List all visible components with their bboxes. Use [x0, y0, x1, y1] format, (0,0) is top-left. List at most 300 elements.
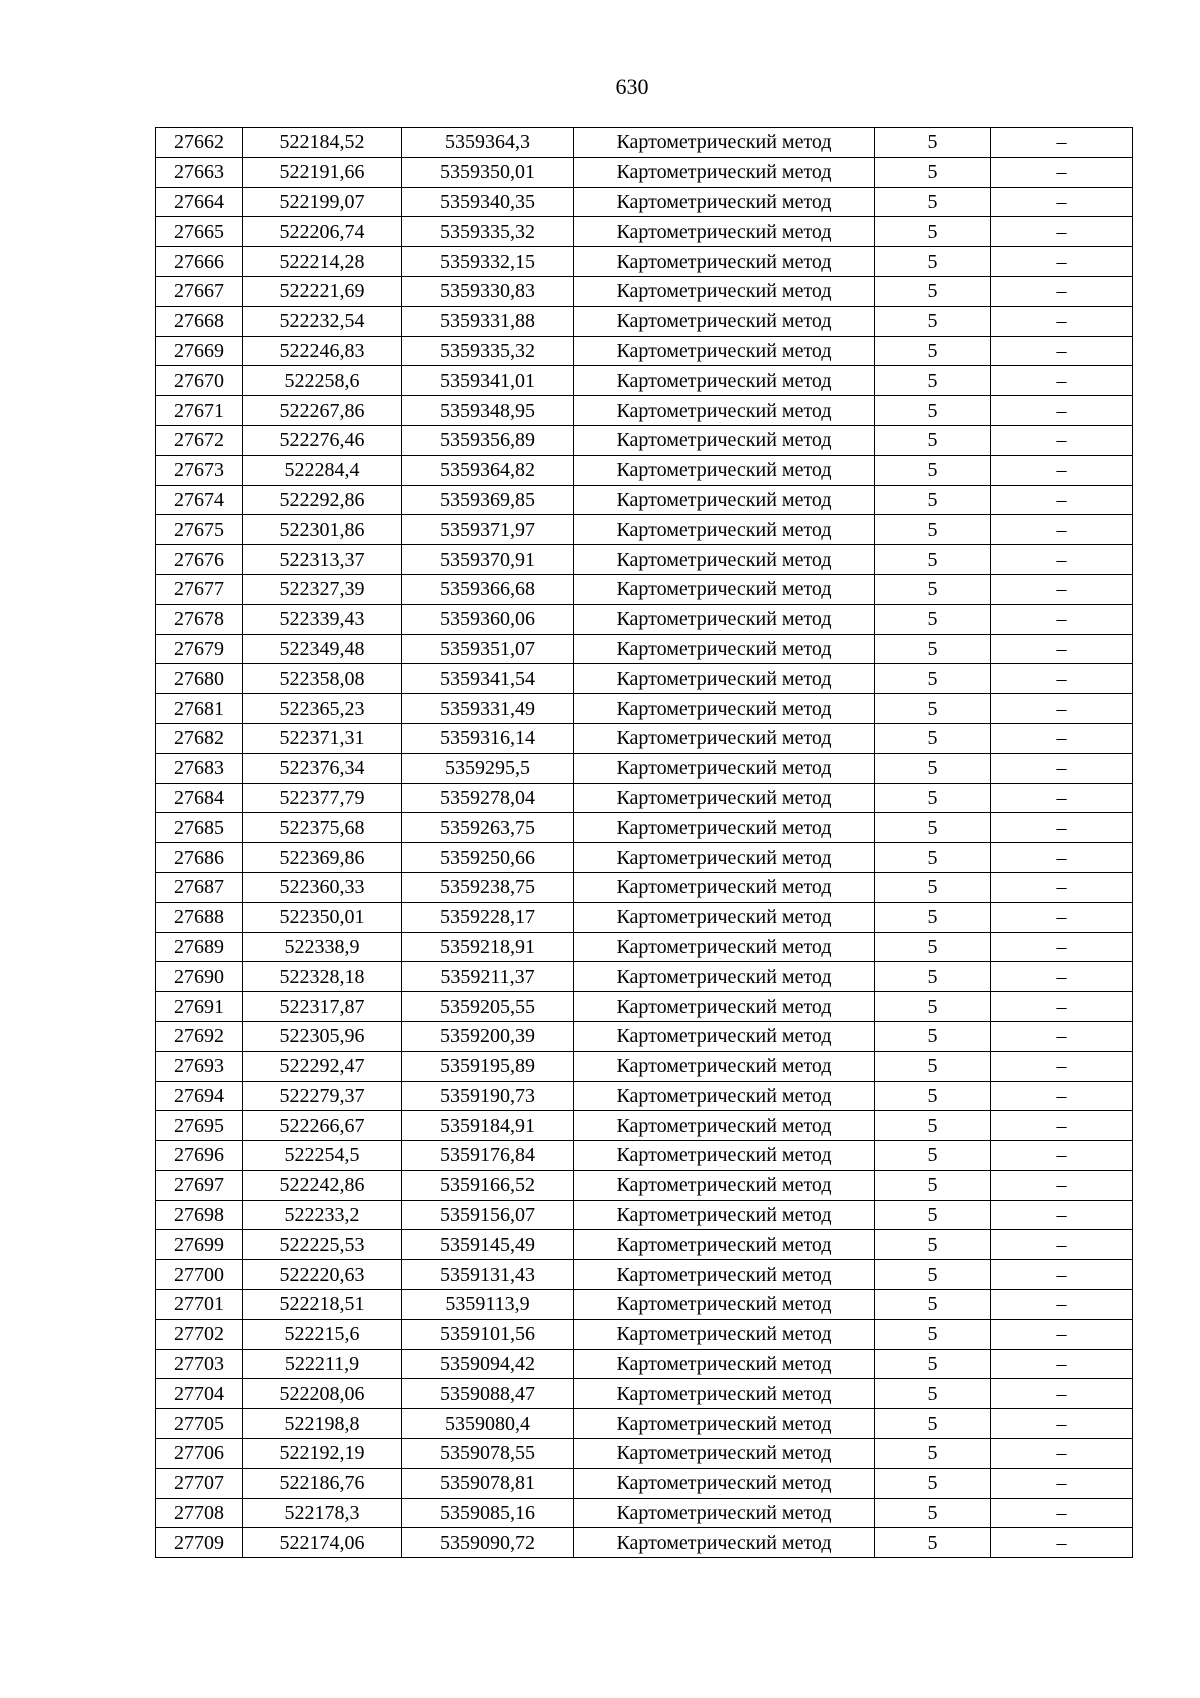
table-row [156, 1439, 1133, 1469]
accuracy-cell: 5 [875, 783, 991, 813]
description-cell: – [991, 455, 1133, 485]
method-cell: Картометрический метод [574, 992, 875, 1022]
method-cell: Картометрический метод [574, 157, 875, 187]
accuracy-cell: 5 [875, 1349, 991, 1379]
description-cell: – [991, 485, 1133, 515]
y-coordinate-cell: 5359200,39 [402, 1021, 574, 1051]
accuracy-cell: 5 [875, 932, 991, 962]
x-coordinate-cell: 522377,79 [243, 783, 402, 813]
accuracy-cell: 5 [875, 1379, 991, 1409]
method-cell: Картометрический метод [574, 932, 875, 962]
x-coordinate-cell: 522339,43 [243, 604, 402, 634]
x-coordinate-cell: 522232,54 [243, 306, 402, 336]
table-row [156, 515, 1133, 545]
point-number-cell: 27703 [156, 1349, 243, 1379]
method-cell: Картометрический метод [574, 694, 875, 724]
y-coordinate-cell: 5359341,54 [402, 664, 574, 694]
method-cell: Картометрический метод [574, 634, 875, 664]
table-row [156, 753, 1133, 783]
point-number-cell: 27691 [156, 992, 243, 1022]
method-cell: Картометрический метод [574, 187, 875, 217]
method-cell: Картометрический метод [574, 813, 875, 843]
x-coordinate-cell: 522328,18 [243, 962, 402, 992]
table-row [156, 932, 1133, 962]
coordinates-table [155, 127, 1133, 1558]
accuracy-cell: 5 [875, 217, 991, 247]
table-row [156, 485, 1133, 515]
table-row [156, 1319, 1133, 1349]
y-coordinate-cell: 5359184,91 [402, 1111, 574, 1141]
method-cell: Картометрический метод [574, 545, 875, 575]
description-cell: – [991, 634, 1133, 664]
y-coordinate-cell: 5359348,95 [402, 396, 574, 426]
y-coordinate-cell: 5359369,85 [402, 485, 574, 515]
method-cell: Картометрический метод [574, 1021, 875, 1051]
y-coordinate-cell: 5359263,75 [402, 813, 574, 843]
accuracy-cell: 5 [875, 813, 991, 843]
x-coordinate-cell: 522174,06 [243, 1528, 402, 1558]
table-row [156, 664, 1133, 694]
table-row [156, 1290, 1133, 1320]
point-number-cell: 27673 [156, 455, 243, 485]
point-number-cell: 27682 [156, 723, 243, 753]
point-number-cell: 27704 [156, 1379, 243, 1409]
accuracy-cell: 5 [875, 455, 991, 485]
point-number-cell: 27672 [156, 425, 243, 455]
table-row [156, 306, 1133, 336]
x-coordinate-cell: 522242,86 [243, 1170, 402, 1200]
accuracy-cell: 5 [875, 1290, 991, 1320]
point-number-cell: 27705 [156, 1409, 243, 1439]
point-number-cell: 27679 [156, 634, 243, 664]
description-cell: – [991, 515, 1133, 545]
accuracy-cell: 5 [875, 1081, 991, 1111]
description-cell: – [991, 128, 1133, 158]
point-number-cell: 27684 [156, 783, 243, 813]
method-cell: Картометрический метод [574, 425, 875, 455]
accuracy-cell: 5 [875, 1468, 991, 1498]
method-cell: Картометрический метод [574, 1468, 875, 1498]
point-number-cell: 27700 [156, 1260, 243, 1290]
accuracy-cell: 5 [875, 485, 991, 515]
y-coordinate-cell: 5359166,52 [402, 1170, 574, 1200]
table-row [156, 1409, 1133, 1439]
accuracy-cell: 5 [875, 247, 991, 277]
description-cell: – [991, 843, 1133, 873]
table-row [156, 574, 1133, 604]
point-number-cell: 27669 [156, 336, 243, 366]
x-coordinate-cell: 522350,01 [243, 902, 402, 932]
point-number-cell: 27708 [156, 1498, 243, 1528]
x-coordinate-cell: 522313,37 [243, 545, 402, 575]
method-cell: Картометрический метод [574, 1051, 875, 1081]
x-coordinate-cell: 522199,07 [243, 187, 402, 217]
table-row [156, 694, 1133, 724]
table-row [156, 425, 1133, 455]
method-cell: Картометрический метод [574, 1290, 875, 1320]
point-number-cell: 27667 [156, 276, 243, 306]
accuracy-cell: 5 [875, 306, 991, 336]
table-row [156, 992, 1133, 1022]
description-cell: – [991, 1230, 1133, 1260]
x-coordinate-cell: 522369,86 [243, 843, 402, 873]
description-cell: – [991, 1498, 1133, 1528]
table-row [156, 1468, 1133, 1498]
point-number-cell: 27687 [156, 872, 243, 902]
table-row [156, 962, 1133, 992]
description-cell: – [991, 872, 1133, 902]
y-coordinate-cell: 5359370,91 [402, 545, 574, 575]
table-row [156, 872, 1133, 902]
accuracy-cell: 5 [875, 1111, 991, 1141]
x-coordinate-cell: 522221,69 [243, 276, 402, 306]
point-number-cell: 27678 [156, 604, 243, 634]
description-cell: – [991, 1409, 1133, 1439]
description-cell: – [991, 1349, 1133, 1379]
method-cell: Картометрический метод [574, 1141, 875, 1171]
accuracy-cell: 5 [875, 1319, 991, 1349]
x-coordinate-cell: 522327,39 [243, 574, 402, 604]
y-coordinate-cell: 5359316,14 [402, 723, 574, 753]
description-cell: – [991, 366, 1133, 396]
method-cell: Картометрический метод [574, 1439, 875, 1469]
table-row [156, 1021, 1133, 1051]
point-number-cell: 27686 [156, 843, 243, 873]
x-coordinate-cell: 522365,23 [243, 694, 402, 724]
table-row [156, 455, 1133, 485]
x-coordinate-cell: 522186,76 [243, 1468, 402, 1498]
method-cell: Картометрический метод [574, 723, 875, 753]
table-row [156, 1349, 1133, 1379]
description-cell: – [991, 1051, 1133, 1081]
x-coordinate-cell: 522191,66 [243, 157, 402, 187]
method-cell: Картометрический метод [574, 1379, 875, 1409]
y-coordinate-cell: 5359131,43 [402, 1260, 574, 1290]
table-row [156, 276, 1133, 306]
point-number-cell: 27694 [156, 1081, 243, 1111]
y-coordinate-cell: 5359366,68 [402, 574, 574, 604]
method-cell: Картометрический метод [574, 962, 875, 992]
y-coordinate-cell: 5359211,37 [402, 962, 574, 992]
point-number-cell: 27675 [156, 515, 243, 545]
y-coordinate-cell: 5359195,89 [402, 1051, 574, 1081]
accuracy-cell: 5 [875, 1170, 991, 1200]
x-coordinate-cell: 522279,37 [243, 1081, 402, 1111]
method-cell: Картометрический метод [574, 217, 875, 247]
table-row [156, 1379, 1133, 1409]
point-number-cell: 27697 [156, 1170, 243, 1200]
method-cell: Картометрический метод [574, 396, 875, 426]
table-row [156, 336, 1133, 366]
x-coordinate-cell: 522338,9 [243, 932, 402, 962]
method-cell: Картометрический метод [574, 1498, 875, 1528]
table-row [156, 366, 1133, 396]
point-number-cell: 27688 [156, 902, 243, 932]
description-cell: – [991, 187, 1133, 217]
method-cell: Картометрический метод [574, 783, 875, 813]
point-number-cell: 27663 [156, 157, 243, 187]
page-number: 630 [615, 74, 649, 99]
accuracy-cell: 5 [875, 1141, 991, 1171]
accuracy-cell: 5 [875, 187, 991, 217]
x-coordinate-cell: 522301,86 [243, 515, 402, 545]
point-number-cell: 27706 [156, 1439, 243, 1469]
y-coordinate-cell: 5359340,35 [402, 187, 574, 217]
table-row [156, 723, 1133, 753]
x-coordinate-cell: 522178,3 [243, 1498, 402, 1528]
table-row [156, 634, 1133, 664]
description-cell: – [991, 1468, 1133, 1498]
method-cell: Картометрический метод [574, 515, 875, 545]
y-coordinate-cell: 5359350,01 [402, 157, 574, 187]
point-number-cell: 27699 [156, 1230, 243, 1260]
accuracy-cell: 5 [875, 128, 991, 158]
description-cell: – [991, 1260, 1133, 1290]
description-cell: – [991, 247, 1133, 277]
y-coordinate-cell: 5359331,88 [402, 306, 574, 336]
y-coordinate-cell: 5359078,81 [402, 1468, 574, 1498]
description-cell: – [991, 1200, 1133, 1230]
y-coordinate-cell: 5359250,66 [402, 843, 574, 873]
method-cell: Картометрический метод [574, 843, 875, 873]
method-cell: Картометрический метод [574, 336, 875, 366]
accuracy-cell: 5 [875, 843, 991, 873]
point-number-cell: 27681 [156, 694, 243, 724]
x-coordinate-cell: 522258,6 [243, 366, 402, 396]
x-coordinate-cell: 522215,6 [243, 1319, 402, 1349]
y-coordinate-cell: 5359080,4 [402, 1409, 574, 1439]
description-cell: – [991, 1528, 1133, 1558]
description-cell: – [991, 962, 1133, 992]
x-coordinate-cell: 522233,2 [243, 1200, 402, 1230]
description-cell: – [991, 217, 1133, 247]
x-coordinate-cell: 522276,46 [243, 425, 402, 455]
y-coordinate-cell: 5359335,32 [402, 217, 574, 247]
x-coordinate-cell: 522267,86 [243, 396, 402, 426]
point-number-cell: 27680 [156, 664, 243, 694]
y-coordinate-cell: 5359205,55 [402, 992, 574, 1022]
accuracy-cell: 5 [875, 1439, 991, 1469]
description-cell: – [991, 157, 1133, 187]
point-number-cell: 27674 [156, 485, 243, 515]
accuracy-cell: 5 [875, 902, 991, 932]
point-number-cell: 27668 [156, 306, 243, 336]
accuracy-cell: 5 [875, 1200, 991, 1230]
accuracy-cell: 5 [875, 962, 991, 992]
accuracy-cell: 5 [875, 723, 991, 753]
accuracy-cell: 5 [875, 515, 991, 545]
accuracy-cell: 5 [875, 1051, 991, 1081]
y-coordinate-cell: 5359085,16 [402, 1498, 574, 1528]
y-coordinate-cell: 5359113,9 [402, 1290, 574, 1320]
y-coordinate-cell: 5359364,3 [402, 128, 574, 158]
y-coordinate-cell: 5359190,73 [402, 1081, 574, 1111]
description-cell: – [991, 902, 1133, 932]
y-coordinate-cell: 5359101,56 [402, 1319, 574, 1349]
accuracy-cell: 5 [875, 396, 991, 426]
y-coordinate-cell: 5359330,83 [402, 276, 574, 306]
table-row [156, 1081, 1133, 1111]
table-row [156, 1498, 1133, 1528]
accuracy-cell: 5 [875, 574, 991, 604]
description-cell: – [991, 1141, 1133, 1171]
point-number-cell: 27677 [156, 574, 243, 604]
description-cell: – [991, 425, 1133, 455]
coordinates-table-body [156, 128, 1133, 1558]
description-cell: – [991, 396, 1133, 426]
point-number-cell: 27664 [156, 187, 243, 217]
table-row [156, 1260, 1133, 1290]
y-coordinate-cell: 5359176,84 [402, 1141, 574, 1171]
table-row [156, 1051, 1133, 1081]
method-cell: Картометрический метод [574, 276, 875, 306]
accuracy-cell: 5 [875, 1230, 991, 1260]
x-coordinate-cell: 522206,74 [243, 217, 402, 247]
table-row [156, 157, 1133, 187]
accuracy-cell: 5 [875, 634, 991, 664]
y-coordinate-cell: 5359228,17 [402, 902, 574, 932]
accuracy-cell: 5 [875, 1498, 991, 1528]
point-number-cell: 27683 [156, 753, 243, 783]
x-coordinate-cell: 522192,19 [243, 1439, 402, 1469]
y-coordinate-cell: 5359371,97 [402, 515, 574, 545]
accuracy-cell: 5 [875, 1409, 991, 1439]
y-coordinate-cell: 5359364,82 [402, 455, 574, 485]
accuracy-cell: 5 [875, 366, 991, 396]
method-cell: Картометрический метод [574, 902, 875, 932]
accuracy-cell: 5 [875, 694, 991, 724]
table-row [156, 783, 1133, 813]
x-coordinate-cell: 522254,5 [243, 1141, 402, 1171]
x-coordinate-cell: 522292,47 [243, 1051, 402, 1081]
description-cell: – [991, 1170, 1133, 1200]
table-row [156, 545, 1133, 575]
point-number-cell: 27671 [156, 396, 243, 426]
y-coordinate-cell: 5359145,49 [402, 1230, 574, 1260]
y-coordinate-cell: 5359341,01 [402, 366, 574, 396]
description-cell: – [991, 664, 1133, 694]
description-cell: – [991, 813, 1133, 843]
accuracy-cell: 5 [875, 425, 991, 455]
description-cell: – [991, 1290, 1133, 1320]
method-cell: Картометрический метод [574, 604, 875, 634]
x-coordinate-cell: 522225,53 [243, 1230, 402, 1260]
x-coordinate-cell: 522349,48 [243, 634, 402, 664]
x-coordinate-cell: 522284,4 [243, 455, 402, 485]
table-row [156, 604, 1133, 634]
description-cell: – [991, 1081, 1133, 1111]
x-coordinate-cell: 522211,9 [243, 1349, 402, 1379]
description-cell: – [991, 306, 1133, 336]
table-row [156, 902, 1133, 932]
accuracy-cell: 5 [875, 276, 991, 306]
accuracy-cell: 5 [875, 545, 991, 575]
description-cell: – [991, 1319, 1133, 1349]
point-number-cell: 27698 [156, 1200, 243, 1230]
accuracy-cell: 5 [875, 664, 991, 694]
x-coordinate-cell: 522184,52 [243, 128, 402, 158]
y-coordinate-cell: 5359335,32 [402, 336, 574, 366]
x-coordinate-cell: 522305,96 [243, 1021, 402, 1051]
y-coordinate-cell: 5359295,5 [402, 753, 574, 783]
method-cell: Картометрический метод [574, 1260, 875, 1290]
description-cell: – [991, 276, 1133, 306]
method-cell: Картометрический метод [574, 128, 875, 158]
x-coordinate-cell: 522218,51 [243, 1290, 402, 1320]
description-cell: – [991, 723, 1133, 753]
method-cell: Картометрический метод [574, 485, 875, 515]
description-cell: – [991, 1439, 1133, 1469]
method-cell: Картометрический метод [574, 1528, 875, 1558]
point-number-cell: 27665 [156, 217, 243, 247]
table-row [156, 813, 1133, 843]
table-row [156, 1200, 1133, 1230]
table-row [156, 843, 1133, 873]
table-row [156, 1170, 1133, 1200]
y-coordinate-cell: 5359094,42 [402, 1349, 574, 1379]
method-cell: Картометрический метод [574, 664, 875, 694]
accuracy-cell: 5 [875, 157, 991, 187]
x-coordinate-cell: 522376,34 [243, 753, 402, 783]
y-coordinate-cell: 5359351,07 [402, 634, 574, 664]
table-row [156, 1111, 1133, 1141]
method-cell: Картометрический метод [574, 1409, 875, 1439]
y-coordinate-cell: 5359156,07 [402, 1200, 574, 1230]
y-coordinate-cell: 5359278,04 [402, 783, 574, 813]
method-cell: Картометрический метод [574, 1200, 875, 1230]
method-cell: Картометрический метод [574, 366, 875, 396]
y-coordinate-cell: 5359088,47 [402, 1379, 574, 1409]
method-cell: Картометрический метод [574, 753, 875, 783]
method-cell: Картометрический метод [574, 872, 875, 902]
table-row [156, 217, 1133, 247]
accuracy-cell: 5 [875, 992, 991, 1022]
accuracy-cell: 5 [875, 872, 991, 902]
accuracy-cell: 5 [875, 1260, 991, 1290]
point-number-cell: 27690 [156, 962, 243, 992]
y-coordinate-cell: 5359331,49 [402, 694, 574, 724]
description-cell: – [991, 336, 1133, 366]
point-number-cell: 27692 [156, 1021, 243, 1051]
x-coordinate-cell: 522198,8 [243, 1409, 402, 1439]
description-cell: – [991, 1021, 1133, 1051]
point-number-cell: 27670 [156, 366, 243, 396]
point-number-cell: 27707 [156, 1468, 243, 1498]
point-number-cell: 27685 [156, 813, 243, 843]
description-cell: – [991, 753, 1133, 783]
y-coordinate-cell: 5359360,06 [402, 604, 574, 634]
y-coordinate-cell: 5359218,91 [402, 932, 574, 962]
table-row [156, 247, 1133, 277]
point-number-cell: 27696 [156, 1141, 243, 1171]
x-coordinate-cell: 522375,68 [243, 813, 402, 843]
method-cell: Картометрический метод [574, 1319, 875, 1349]
table-row [156, 1528, 1133, 1558]
description-cell: – [991, 1111, 1133, 1141]
point-number-cell: 27676 [156, 545, 243, 575]
method-cell: Картометрический метод [574, 1349, 875, 1379]
x-coordinate-cell: 522220,63 [243, 1260, 402, 1290]
accuracy-cell: 5 [875, 336, 991, 366]
description-cell: – [991, 932, 1133, 962]
point-number-cell: 27701 [156, 1290, 243, 1320]
x-coordinate-cell: 522371,31 [243, 723, 402, 753]
description-cell: – [991, 604, 1133, 634]
y-coordinate-cell: 5359332,15 [402, 247, 574, 277]
accuracy-cell: 5 [875, 604, 991, 634]
x-coordinate-cell: 522360,33 [243, 872, 402, 902]
table-row [156, 1141, 1133, 1171]
